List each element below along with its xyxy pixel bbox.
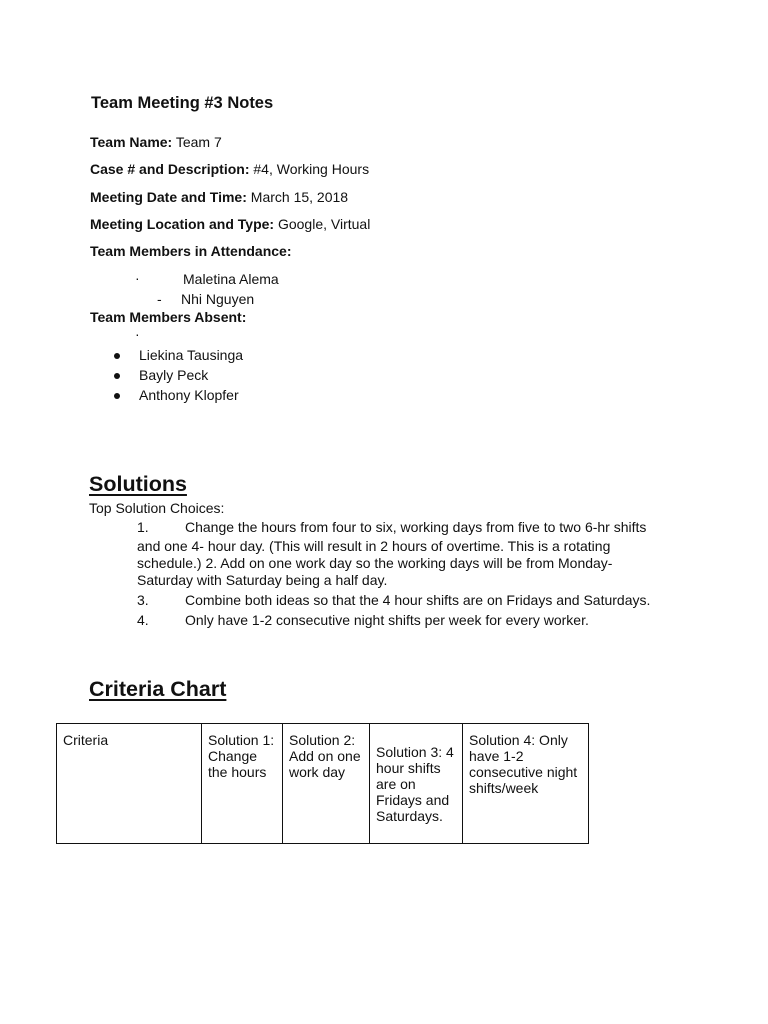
table-row	[57, 724, 589, 844]
criteria-table	[56, 723, 589, 844]
field-value: #4, Working Hours	[249, 161, 370, 177]
solution-number: 3.	[137, 592, 149, 608]
field-case-description	[90, 161, 369, 177]
solution-text: Only have 1-2 consecutive night shifts per week for every worker.	[185, 612, 589, 628]
solution-3-header-cell: Solution 3: 4 hour shifts are on Fridays and Saturdays.	[370, 724, 463, 844]
field-team-name	[90, 134, 222, 150]
attendance-marker: -	[157, 291, 162, 307]
solution-text: and one 4- hour day. (This will result in 2 hours of overtime. This is a rotating	[137, 538, 611, 554]
bullet-icon	[114, 353, 120, 359]
field-value: March 15, 2018	[246, 189, 349, 205]
attendance-marker: ·	[135, 270, 140, 286]
stray-marker: ·	[135, 326, 140, 342]
solutions-heading: Solutions	[89, 472, 187, 496]
solution-number: 4.	[137, 612, 149, 628]
field-label: Team Members Absent:	[90, 309, 247, 325]
field-label: Meeting Location and Type:	[90, 216, 275, 232]
attendance-name: Maletina Alema	[183, 271, 279, 287]
solution-1-header-cell: Solution 1: Change the hours	[202, 724, 283, 844]
absent-member: Anthony Klopfer	[139, 387, 239, 403]
field-value: Team 7	[172, 134, 222, 150]
absent-member: Bayly Peck	[139, 367, 209, 383]
solution-number: 1.	[137, 519, 149, 535]
document-title: Team Meeting #3 Notes	[91, 94, 274, 112]
solution-text: Change the hours from four to six, working days from five to two 6-hr shifts	[185, 519, 647, 535]
field-members-attendance	[90, 243, 292, 259]
field-label: Case # and Description:	[90, 161, 250, 177]
bullet-icon	[114, 393, 120, 399]
field-label: Meeting Date and Time:	[90, 189, 247, 205]
solution-text: Combine both ideas so that the 4 hour shifts are on Fridays and Saturdays.	[185, 592, 651, 608]
solutions-intro: Top Solution Choices:	[89, 500, 225, 516]
solution-4-header-cell: Solution 4: Only have 1-2 consecutive night shifts/week	[463, 724, 589, 844]
criteria-heading: Criteria Chart	[89, 677, 227, 701]
field-meeting-date	[90, 189, 348, 205]
field-members-absent	[90, 309, 246, 325]
solution-text: schedule.) 2. Add on one work day so the working days will be from Monday-	[137, 555, 613, 571]
absent-member: Liekina Tausinga	[139, 347, 244, 363]
field-label: Team Members in Attendance:	[90, 243, 292, 259]
attendance-name: Nhi Nguyen	[181, 291, 255, 307]
field-meeting-location	[90, 216, 370, 232]
criteria-header-cell: Criteria	[57, 724, 202, 844]
field-value: Google, Virtual	[274, 216, 371, 232]
solution-text: Saturday with Saturday being a half day.	[137, 572, 388, 588]
bullet-icon	[114, 373, 120, 379]
solution-2-header-cell: Solution 2: Add on one work day	[283, 724, 370, 844]
field-label: Team Name:	[90, 134, 173, 150]
